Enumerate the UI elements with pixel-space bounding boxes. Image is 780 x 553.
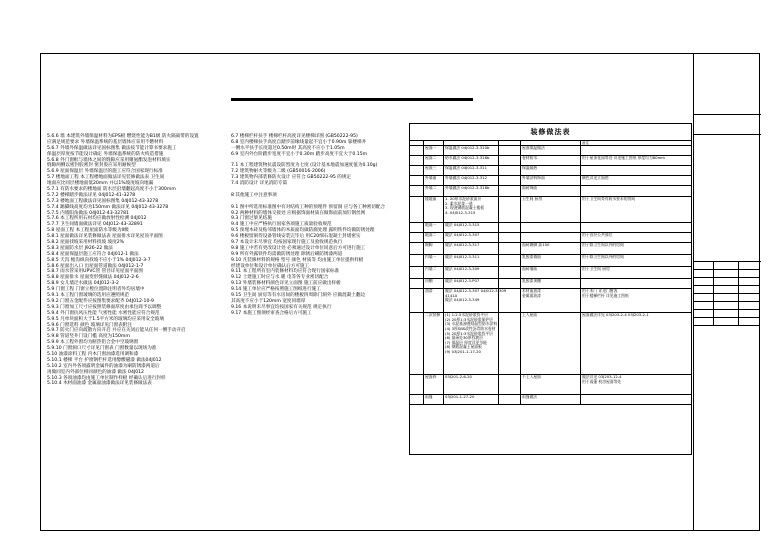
title-block-row [693, 294, 760, 302]
table-cell: 地面一 [423, 223, 443, 232]
note-line: 9.4 施工中应严格执行国家各项施工质量验收规范 [231, 222, 332, 228]
note-line: 9.17 本施工图须经审查合格后方可施工 [231, 310, 312, 316]
cell-line: 面砖饰面 [522, 185, 538, 191]
table-cell [580, 166, 693, 175]
note-line: 5.8.4 屋面保温层施工应符合 04J012-1 做法 [47, 251, 139, 257]
cell-line: 做法详见 03J203-12-4 [582, 374, 622, 380]
table-cell [520, 313, 580, 374]
cell-line: 乳胶漆顶棚 [522, 278, 541, 284]
cell-line: (8) 钢筋混凝土屋面板 [445, 344, 482, 350]
cell-line: (6) 最薄处30厚找坡层 [445, 335, 483, 341]
note-line: 5.8.7 雨水管采用UPVC管 管径详见屋面平面图 [47, 269, 143, 275]
table-cell: 外墙面 [423, 176, 443, 185]
table-cell [580, 267, 693, 278]
table-cell [498, 395, 520, 404]
note-line: 5.8.2 屋面找坡采用材料找坡 坡度2% [47, 240, 125, 246]
table-cell [443, 255, 498, 266]
table-cell [520, 233, 580, 242]
table-cell [580, 255, 693, 266]
title-block-row [693, 310, 760, 318]
table-cell [498, 176, 520, 185]
table-row [410, 395, 691, 405]
cell-line: 上人屋面 [522, 312, 538, 318]
note-line: 经建设单位和设计单位确认后方可施工 [231, 263, 310, 269]
note-line: 9.2 两种材料的墙体交接处 应根据饰面材质在做饰面前加钉钢丝网 [231, 210, 366, 216]
table-row [410, 243, 691, 255]
cell-line: 面砖墙面 [522, 266, 538, 272]
title-block-row [693, 278, 760, 286]
cell-line: 保温隔热 [522, 165, 538, 171]
table-cell [410, 289, 423, 312]
table-cell [580, 176, 693, 185]
cell-line: 做法 04J012-3-P07 [445, 278, 480, 284]
note-line: 5.9.5 凡单块面积大于1.5平方米的玻璃均应采用安全玻璃 [47, 316, 164, 322]
note-line: 6.7 楼梯栏杆扶手 楼梯栏杆高度详见楼梯详图 (GB50222-95) [231, 134, 358, 139]
table-cell [410, 166, 423, 175]
note-line: 5.10.1 楼梯 平台 护窗钢栏杆选用醇酸磁漆 做法04J012 [47, 357, 162, 363]
table-cell [498, 223, 520, 232]
table-cell [410, 255, 423, 266]
table-cell [443, 146, 498, 155]
note-line: 5.8.6 屋面出入口 出屋面管道做法 04J012-1-7 [47, 263, 144, 269]
table-cell [410, 146, 423, 155]
table-cell [498, 233, 520, 242]
cell-line: (5) 20厚1:3水泥砂浆找平层 [445, 330, 493, 336]
table-cell: 屋面一 [423, 146, 443, 155]
note-line: 5.7.7 卫生间墙面做法详见 04J012-43-32891 [47, 222, 143, 228]
table-cell [580, 243, 693, 254]
table-cell [443, 197, 498, 222]
table-cell: 油漆 [423, 289, 443, 312]
table-cell [520, 255, 580, 266]
note-line: 5.9.2 门窗五金配件应按图集要求配齐 04J012-10-9 [47, 298, 154, 304]
table-cell: 内墙二 [423, 267, 443, 278]
note-line: 9.11 本工程所有室内装修材料均应符合现行国家标准 [231, 269, 340, 275]
cell-line: 做法 04J012-3-315 [445, 222, 480, 228]
table-cell [443, 186, 498, 196]
table-cell [520, 156, 580, 165]
heading-underline [231, 98, 473, 101]
table-cell [410, 313, 423, 374]
note-line: 5.7.5 内墙阳角做法 04J012-43-32781 [47, 210, 129, 216]
table-cell [580, 146, 693, 155]
note-line: 5.6.6 墙 本建筑外墙保温材料为EPS板 燃烧性能为B1级 防火隔离带的设置 [47, 134, 199, 139]
note-line: 地面应比同层楼地面低20mm 并以1%坡度坡向地漏 [47, 181, 154, 187]
header-cell [498, 141, 520, 145]
cell-line: 用于木门 详见门窗表 [582, 288, 618, 294]
cell-line: 4. 04J012-3-315 [445, 210, 476, 216]
table-cell: 楼地面 [423, 197, 443, 222]
table-cell [410, 176, 423, 185]
note-line: 其高度不应小于120mm 宽度同墙厚 [231, 298, 306, 304]
table-cell [410, 186, 423, 196]
table-cell [580, 223, 693, 232]
cell-line: (2) 20厚1:3水泥砂浆保护层 [445, 316, 493, 322]
cell-line: 金属面油漆 [522, 292, 541, 298]
note-line: 缝隙两侧以密封胶密封 密封胶应采用耐候型 [47, 163, 136, 169]
table-cell [520, 223, 580, 232]
note-line: 9.7 本设计未尽事宜 均按国家现行施工及验收规范执行 [231, 240, 343, 246]
table-cell [580, 197, 693, 222]
table-cell [520, 176, 580, 185]
table-cell [520, 267, 580, 278]
cell-line: 做法 04J012-3-317 [445, 242, 480, 248]
note-line: 5.6.8 外门窗框与墙体之间的缝隙应采用聚氨酯发泡材料填实 [47, 157, 171, 163]
table-cell [443, 156, 498, 165]
table-cell: 外墙二 [423, 186, 443, 196]
note-line: 应满足规范要求 外墙保温系统的基层墙体应采用不燃材料 [47, 139, 164, 145]
cell-line: 外墙做法 04J012-3-312 [445, 175, 487, 181]
note-line: 5.10.2 室内外各项露明金属件的油漆为刷防锈漆两道后 [47, 363, 160, 369]
design-notes-left [47, 134, 222, 484]
cell-line: 做法 04J012-3-307 04J012-3-309 [445, 288, 507, 294]
table-row [410, 289, 691, 313]
table-cell [520, 395, 580, 404]
note-line: 5.10.4 木材面油漆 金属面油漆做法详见装修做法表 [47, 381, 152, 387]
table-cell: 屋面三 [423, 166, 443, 175]
note-line: 9.12 土建施工时应与水 暖 电等各专业密切配合 [231, 275, 329, 281]
note-line: 5.8.8 屋面排水 屋面变形缝做法 04J012-2-6 [47, 275, 139, 281]
cell-line: (1) 1:2.5水泥砂浆找平层 [445, 312, 488, 318]
cell-line: (9) 03J201-1-17-20 [445, 349, 481, 355]
title-block-cell [694, 53, 761, 115]
note-line: 5.9 门窗工程 门窗立樘位置除注明者外均居墙中 [47, 287, 145, 293]
note-line: 9.13 外墙装修材料颜色详见立面图 施工前应做出样板 [231, 281, 341, 287]
cell-line: 用于除卫生间以外的房间 [582, 254, 624, 260]
note-line: 7.1 本工程建筑物抗震设防烈度为七度 (设计基本地震加速度值为0.10g) [231, 163, 378, 169]
table-body [410, 146, 691, 405]
table-cell [520, 186, 580, 196]
table-cell [443, 243, 498, 254]
cell-line: 保温做法 04J012-3-310b [445, 145, 490, 151]
table-title: 装修做法表 [530, 128, 571, 136]
cell-line: 用于屋顶花园等处 详见施工图纸 厚度均为80mm [582, 155, 665, 161]
note-line: 5.6.9 屋面保温层 外墙保温层的施工应符合国家现行标准 [47, 169, 163, 175]
note-line: 5.9.6 门窗选料 颜色 玻璃详见门窗表附注 [47, 322, 132, 328]
table-cell: 屋面四 [423, 375, 443, 394]
table-cell: 顶棚 [423, 279, 443, 288]
note-line: 再做同室内外部位相同颜色的油漆 做法 04J012 [47, 369, 144, 375]
table-cell [498, 313, 520, 374]
note-line: 5.9.4 外门窗抗风压性能 气密性能 水密性能应符合规范 [47, 310, 160, 316]
note-line: 5.9.9 本工程外窗均为断热铝合金中空玻璃窗 [47, 340, 139, 346]
table-cell [520, 146, 580, 155]
cell-line: 03J201-1-27-20 [445, 394, 475, 400]
table-cell [580, 289, 693, 312]
note-line: 5.8.1 屋面做法详见装修做法表 屋面排水详见屋顶平面图 [47, 234, 163, 240]
table-cell: 地面二 [423, 233, 443, 242]
note-line: 6.9 室内外台阶踏步宽度不宜小于0.30m 踏步高度不宜大于0.15m [231, 151, 368, 157]
cell-line: 外墙涂料饰面 [522, 175, 545, 181]
cell-line: 用于楼梯栏杆 详见施工图纸 [582, 292, 629, 298]
title-block-cell [694, 115, 761, 135]
cell-line: 3. 现浇钢筋混凝土楼板 [445, 205, 485, 211]
cell-line: (4) 3厚SBS改性沥青防水卷材 [445, 326, 496, 332]
note-line: 9.14 施工单位应严格按照施工图纸进行施工 [231, 287, 321, 293]
table-cell [443, 176, 498, 185]
note-line: 7.3 建筑物内部装修防火设计 应符合 GB50222-95 的规定 [231, 175, 352, 181]
note-line: 9.10 凡装修材料的规格 型号 颜色 材质等 均由施工单位提供样板 [231, 257, 364, 263]
table-cell [443, 288, 507, 312]
table-cell [520, 375, 580, 394]
table-cell [410, 243, 423, 254]
note-line: 5.10.3 各项油漆均由施工单位制作样板 经确认后进行封样 [47, 375, 166, 381]
table-cell [520, 243, 580, 254]
title-block-row [693, 318, 760, 326]
table-row [410, 267, 691, 279]
table-row [410, 197, 691, 223]
table-cell [498, 146, 520, 155]
table-cell [410, 156, 423, 165]
cell-line: 屋面保温做法 [522, 145, 545, 151]
note-line: 5.7 楼地面工程 本工程楼地面做法详见装修做法表 卫生间 [47, 175, 165, 181]
note-line: 8 其他施工中注意事项 [231, 192, 277, 198]
cell-line: 保温做法 04J012-3-311 [445, 165, 487, 171]
table-cell [498, 156, 520, 165]
table-cell [443, 375, 498, 394]
cell-line: 用于卫生间等有防水要求的房间 [582, 196, 636, 202]
cell-line: 用于雨篷 机房屋面等处 [582, 378, 622, 384]
note-line: 9.9 所有外露铁件均需做防锈处理 除锈后刷防锈漆两道 [231, 251, 343, 257]
note-line: 5.6.7 外墙外保温做法详见国标图集 做法按节能计算书要求施工 [47, 145, 177, 151]
cell-line: 卷材防水 [522, 155, 538, 161]
table-cell [443, 233, 498, 242]
table-cell [443, 313, 498, 374]
finish-schedule-table [409, 123, 692, 455]
note-line: 5.7.4 踢脚线高度均为150mm 做法详见 04J012-43-3278 [47, 204, 169, 210]
table-cell [410, 375, 423, 394]
title-block-row [693, 302, 760, 310]
table-cell [410, 267, 423, 278]
table-cell [443, 223, 498, 232]
cell-line: 防水做法 04J012-3-316b [445, 155, 490, 161]
table-cell [580, 313, 693, 374]
table-cell [580, 395, 693, 404]
table-cell [410, 233, 423, 242]
cell-line: 卫生间 厨房 [522, 196, 543, 202]
note-line: 9.1 图中所选用标准图中有对结构工种的预埋件 预留洞 应与各工种密切配合 [231, 204, 386, 210]
note-line: 5.9.1 本工程门窗玻璃的选用应遵照规范 [47, 293, 130, 299]
note-line: 7.2 建筑物耐火等级为二级 (GB50016-2006) [231, 169, 326, 175]
cell-line: 做法 04J012-3-349 [445, 297, 480, 303]
title-block-grid [693, 262, 760, 326]
cell-line: 2. 素水泥浆一道 [445, 200, 473, 206]
note-line: 5.9.8 管道竖井门设门槛 高度为150mm [47, 334, 130, 340]
note-line: 5.9.10 门窗洞口尺寸详见门窗表 门窗数量以现场为准 [47, 346, 157, 352]
cell-line: 不上人屋面 [522, 374, 541, 380]
cell-line: 做法 04J012-3-309 [445, 266, 480, 272]
note-line: 5.8 屋面工程 本工程屋面防水等级为II级 [47, 228, 129, 234]
note-line: 5.9.3 门窗加工尺寸应按照装修面厚度由承包商予以调整 [47, 304, 162, 310]
note-line: 9.6 楼板留洞待设备管线安装完毕后 用C20细石混凝土封堵密实 [231, 234, 361, 240]
note-line: 6.8 室内楼梯扶手高度自踏步前缘线量起不宜小于0.90m 靠楼梯井 [231, 139, 367, 145]
table-row [410, 255, 691, 267]
note-line: 9.5 预埋木砖及贴邻墙体的木质面均做防腐处理 露明铁件均做防锈处理 [231, 228, 375, 234]
table-cell [498, 243, 520, 254]
note-line: 5.7.6 本工程所用石材均应做放射性检测 04J012 [47, 216, 147, 222]
table-cell: 屋面二 [423, 156, 443, 165]
cell-line: 颜色详见立面图 [582, 175, 609, 181]
design-notes-right [231, 134, 407, 464]
cell-line: (7) 保温层 厚度详见节能 [445, 339, 487, 345]
note-line: 保温层厚度按节能设计确定 外墙保温系统的防火构造措施 [47, 151, 164, 157]
note-line: 7.4 消防设计 详见消防专篇 [231, 181, 288, 187]
table-cell [498, 267, 520, 278]
table-cell [520, 279, 580, 288]
note-line: 5.8.9 女儿墙泛水做法 04J012-3-2 [47, 281, 119, 287]
table-cell [498, 166, 520, 175]
cell-line: 用于首层公共部位 [582, 232, 613, 238]
cell-line: 乳胶漆墙面 [522, 254, 541, 260]
cell-line: 做法 04J012-3-307 [445, 232, 480, 238]
table-cell [580, 375, 693, 394]
title-block-cell [694, 135, 761, 262]
table-cell [443, 279, 498, 288]
cell-line: 用于除卫生间以外的房间 [582, 242, 624, 248]
table-cell: 雨篷 [423, 395, 443, 404]
note-line: 5.8.3 屋面防水层 J926-22 做法 [47, 245, 113, 251]
table-cell [498, 279, 520, 288]
table-cell: 内墙一 [423, 255, 443, 266]
cell-line: 03J201-2-6-20 [445, 374, 472, 380]
cell-line: 做法 04J012-3-311 [445, 254, 480, 260]
cell-line: 用于卫生间 厨房 [582, 266, 610, 272]
note-line: 5.7.1 有防水要求的楼地面 防水层沿墙翻起高度不小于300mm [47, 187, 176, 193]
note-line: 9.16 本说明未尽事宜均按国家有关规范 规定执行 [231, 304, 332, 310]
note-line: 9.3 门窗过梁见结施 [231, 216, 272, 222]
table-cell [520, 166, 580, 175]
table-cell [580, 156, 693, 165]
table-cell [498, 197, 520, 222]
cell-line: 外墙做法 04J012-3-316b [445, 185, 490, 191]
table-cell [443, 166, 498, 175]
table-row [410, 313, 691, 375]
note-line: 5.10 油漆涂料工程 内木门窗油漆选用调和漆 [47, 351, 139, 357]
table-cell [498, 255, 520, 266]
note-line: 一侧水平扶手长度超过0.50m时 其高度不应小于1.05m [231, 145, 345, 151]
title-block-row [693, 286, 760, 294]
cell-line: 1. 20厚水泥砂浆面层 [445, 196, 482, 202]
header-cell: 备注 [580, 141, 693, 145]
cell-line: 4141A [445, 292, 458, 298]
table-cell [410, 197, 423, 222]
title-block-row [693, 270, 760, 278]
cell-line: (3) 水泥基渗透结晶型防水涂料 [445, 321, 498, 327]
cell-line: 屋面做法详见 03J203-2-4 03J203-2-1 [582, 312, 649, 318]
table-cell [498, 375, 520, 394]
table-cell [443, 267, 498, 278]
header-cell [410, 141, 423, 145]
note-line: 9.15 卫生间 厨房等有水房间的楼板四周除门洞外 应做混凝土翻边 [231, 293, 366, 299]
note-line: 5.7.3 楼地面工程做法详见国标图集 04J012-43-3278 [47, 198, 159, 204]
note-line: 9.8 施工中若有更改设计处 必须通过设计单位同意后方可进行施工 [231, 245, 366, 251]
table-cell: 二次装修 [423, 313, 443, 374]
table-cell [580, 233, 693, 242]
table-row [410, 375, 691, 395]
table-cell: 踢脚 [423, 243, 443, 254]
table-cell [443, 395, 498, 404]
table-cell [498, 186, 520, 196]
table-cell [580, 279, 693, 288]
table-cell [520, 289, 580, 312]
note-line: 5.7.2 楼梯踏步做法详见 04J012-41-3278 [47, 192, 136, 198]
table-cell [580, 186, 693, 196]
table-cell [410, 279, 423, 288]
title-block-row [693, 262, 760, 270]
cell-line: 面砖踢脚 高150 [522, 242, 550, 248]
table-cell [410, 395, 423, 404]
note-line: 5.8.5 天沟 檐沟纵向找坡不应小于1% 04J012-3-7 [47, 257, 151, 263]
cell-line: 雨篷做法 [522, 394, 538, 400]
note-line: 5.9.7 防火门应向疏散方向开启 并应在关闭后能从任何一侧手动开启 [47, 328, 186, 334]
table-cell [520, 197, 580, 222]
cell-line: 木材面油漆 [522, 288, 541, 294]
table-cell [410, 223, 423, 232]
